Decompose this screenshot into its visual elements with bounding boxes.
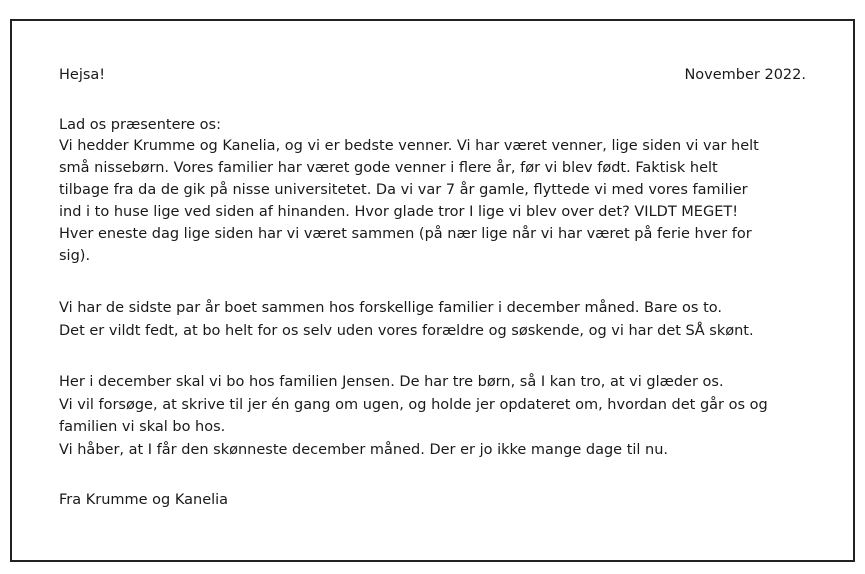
paragraph-2-line-2: Det er vildt fedt, at bo helt for os selv uden vores forældre og søskende, og vi har det SÅ skønt. <box>59 323 754 339</box>
paragraph-3-line-2: Vi vil forsøge, at skrive til jer én gang om ugen, og holde jer opdateret om, hvordan det går os og <box>59 397 768 413</box>
closing-signature: Fra Krumme og Kanelia <box>59 492 229 508</box>
paragraph-1-line-5: Hver eneste dag lige siden har vi været sammen (på nær lige når vi har været på ferie hver for <box>59 226 752 242</box>
paragraph-3-line-3: familien vi skal bo hos. <box>59 419 226 435</box>
intro-line: Lad os præsentere os: <box>59 117 221 133</box>
paragraph-1-line-1: Vi hedder Krumme og Kanelia, og vi er bedste venner. Vi har været venner, lige siden vi var helt <box>59 138 759 154</box>
paragraph-1-line-6: sig). <box>59 248 91 264</box>
paragraph-1-line-2: små nissebørn. Vores familier har været gode venner i flere år, før vi blev født. Faktisk helt <box>59 160 718 176</box>
letter-date: November 2022. <box>684 67 806 83</box>
paragraph-2-line-1: Vi har de sidste par år boet sammen hos forskellige familier i december måned. Bare os to. <box>59 300 722 316</box>
paragraph-1-line-3: tilbage fra da de gik på nisse universitetet. Da vi var 7 år gamle, flyttede vi med vores familier <box>59 182 748 198</box>
letter-page <box>10 19 855 562</box>
paragraph-1-line-4: ind i to huse lige ved siden af hinanden. Hvor glade tror I lige vi blev over det? VILDT MEGET! <box>59 204 739 220</box>
paragraph-3-line-1: Her i december skal vi bo hos familien Jensen. De har tre børn, så I kan tro, at vi glæder os. <box>59 374 724 390</box>
paragraph-3-line-4: Vi håber, at I får den skønneste december måned. Der er jo ikke mange dage til nu. <box>59 442 669 458</box>
greeting: Hejsa! <box>59 67 106 83</box>
